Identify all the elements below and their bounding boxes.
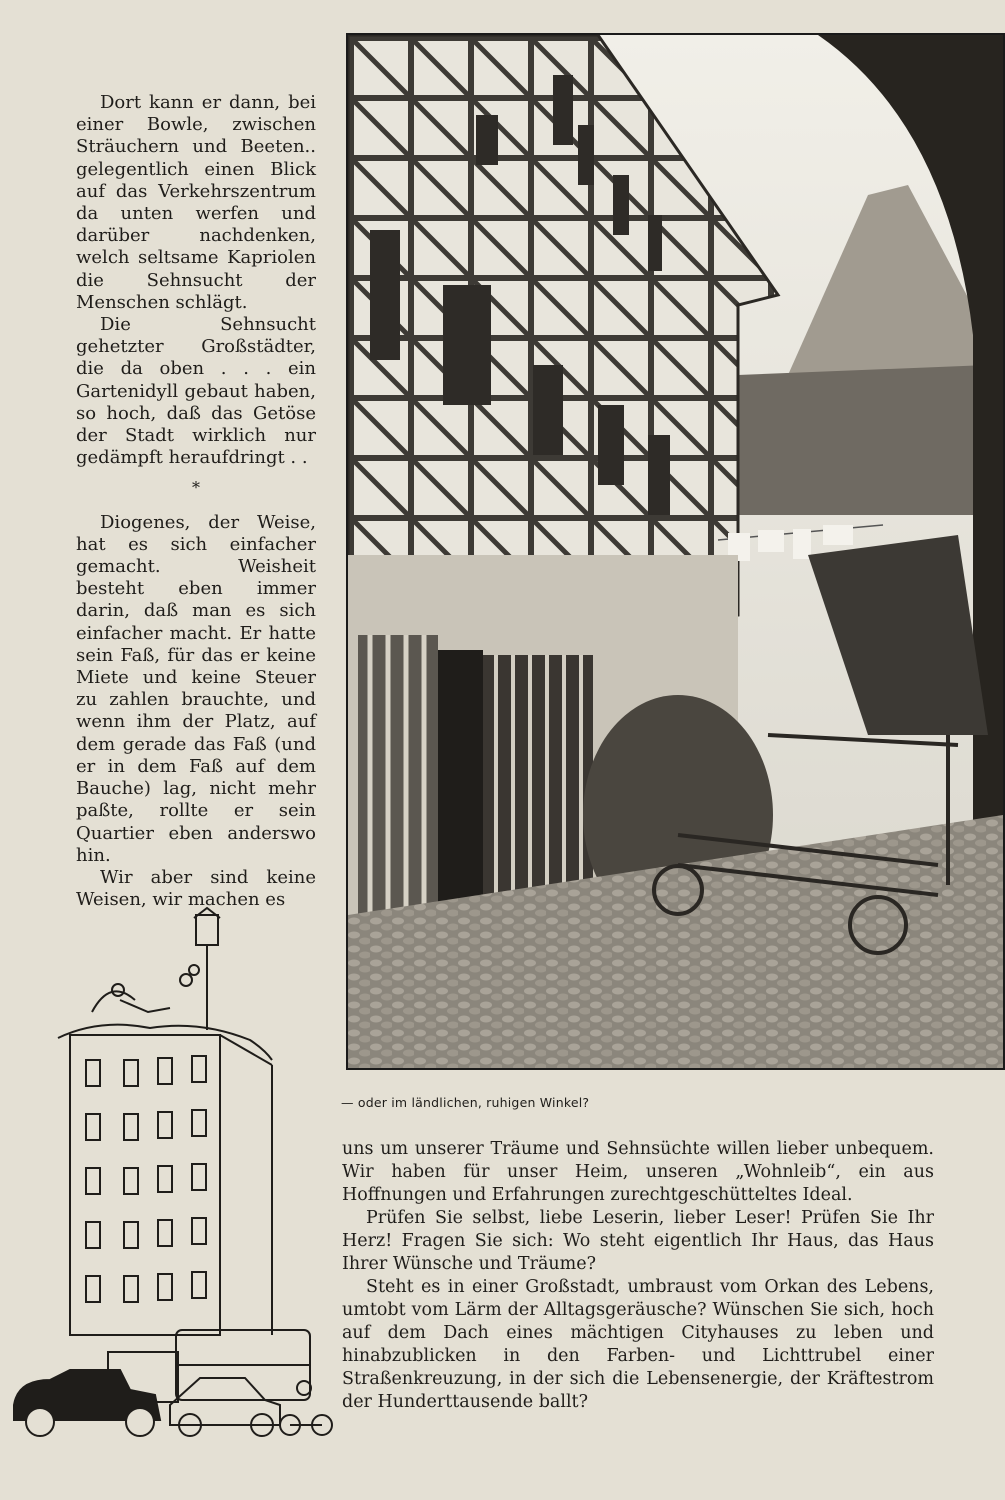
paragraph: uns um unserer Träume und Sehnsüchte willen lieber unbequem. Wir haben für unser Heim, unseren „Wohnleib“, ein aus Hoffnungen und Erfahrungen zurechtgeschütteltes Ideal. <box>342 1139 934 1205</box>
right-text-column <box>342 1138 934 1414</box>
paragraph: Dort kann er dann, bei einer Bowle, zwischen Sträuchern und Beeten.. gelegentlich einen Blick auf das Verkehrszentrum da unten werfen und darüber nachdenken, welch seltsame Kapriolen die Sehnsucht der Menschen schlägt. <box>76 92 316 313</box>
paragraph: Wir aber sind keine Weisen, wir machen es <box>76 866 316 911</box>
left-text-column <box>76 92 316 911</box>
section-separator: * <box>192 478 200 498</box>
courtyard-scene <box>348 35 1003 1068</box>
paragraph: Prüfen Sie selbst, liebe Leserin, lieber Leser! Prüfen Sie Ihr Herz! Fragen Sie sich: Wo steht eigentlich Ihr Haus, das Haus Ihrer Wünsche und Träume? <box>342 1208 934 1274</box>
city-building-illustration <box>0 900 340 1440</box>
car-icon <box>170 1378 280 1425</box>
paragraph: Steht es in einer Großstadt, umbraust vom Orkan des Lebens, umtobt vom Lärm der Alltagsgeräusche? Wünschen Sie sich, hoch auf dem Dach eines mächtigen Cityhauses zu leben und hinabzublicken in den Farben- und Lichttrubel einer Straßenkreuzung, in der sich die Lebensenergie, der Kräftestrom der Hunderttausende ballt? <box>342 1277 934 1412</box>
photo-caption: — oder im ländlichen, ruhigen Winkel? <box>341 1095 590 1110</box>
birdhouse-icon <box>196 915 218 945</box>
apartment-building <box>70 1035 220 1335</box>
courtyard-photo <box>346 33 1005 1070</box>
paragraph: Diogenes, der Weise, hat es sich einfacher gemacht. Weisheit besteht eben immer darin, daß man es sich einfacher macht. Er hatte sein Faß, für das er keine Miete und keine Steuer zu zahlen brauchte, und wenn ihm der Platz, auf dem gerade das Faß (und er in dem Faß auf dem Bauche) lag, nicht mehr paßte, rollte er sein Quartier eben anderswo hin. <box>76 511 316 866</box>
paragraph: Die Sehnsucht gehetzter Großstädter, die da oben . . . ein Gartenidyll gebaut haben, so hoch, daß das Getöse der Stadt wirklich nur gedämpft heraufdringt . . <box>76 314 316 469</box>
